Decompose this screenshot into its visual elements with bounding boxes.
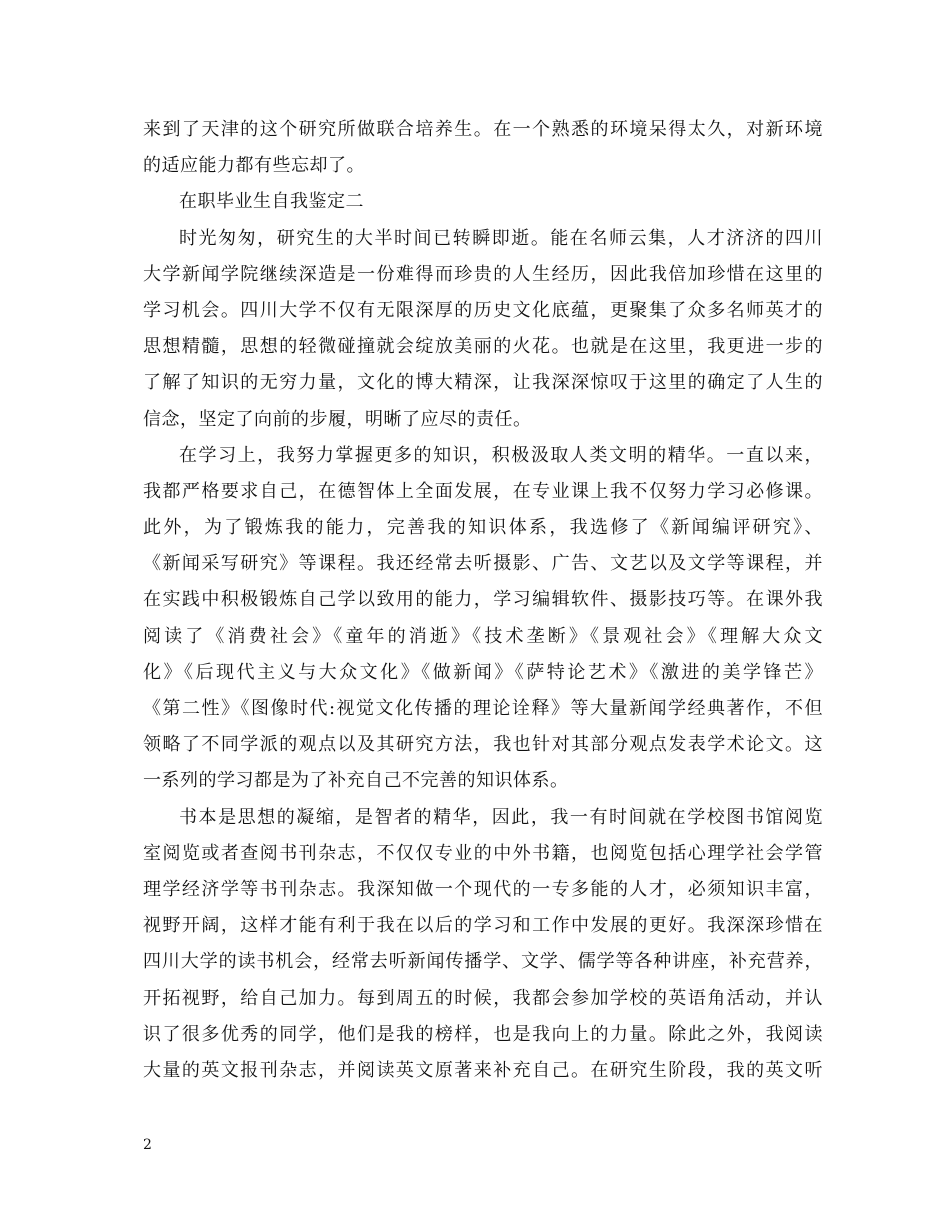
text-line: 《第二性》《图像时代:视觉文化传播的理论诠释》等大量新闻学经典著作，不但	[143, 698, 823, 719]
text-line: 书本是思想的凝缩，是智者的精华，因此，我一有时间就在学校图书馆阅览	[179, 806, 823, 828]
text-line: 时光匆匆，研究生的大半时间已转瞬即逝。能在名师云集，人才济济的四川	[179, 227, 823, 249]
text-line: 阅读了《消费社会》《童年的消逝》《技术垄断》《景观社会》《理解大众文	[143, 625, 823, 647]
text-line: 信念，坚定了向前的步履，明晰了应尽的责任。	[143, 408, 532, 430]
text-line: 的适应能力都有些忘却了。	[143, 155, 365, 177]
text-line: 四川大学的读书机会，经常去听新闻传播学、文学、儒学等各种讲座，补充营养，	[143, 951, 823, 973]
text-line: 思想精髓，思想的轻微碰撞就会绽放美丽的火花。也就是在这里，我更进一步的	[143, 336, 823, 358]
text-line: 识了很多优秀的同学，他们是我的榜样，也是我向上的力量。除此之外，我阅读	[143, 1023, 823, 1045]
text-line: 了解了知识的无穷力量，文化的博大精深，让我深深惊叹于这里的确定了人生的	[143, 372, 823, 394]
text-line: 室阅览或者查阅书刊杂志，不仅仅专业的中外书籍，也阅览包括心理学社会学管	[143, 842, 823, 864]
text-line: 开拓视野，给自己加力。每到周五的时候，我都会参加学校的英语角活动，并认	[143, 987, 823, 1009]
text-line: 理学经济学等书刊杂志。我深知做一个现代的一专多能的人才，必须知识丰富，	[143, 878, 823, 900]
text-line: 视野开阔，这样才能有利于我在以后的学习和工作中发展的更好。我深深珍惜在	[143, 915, 823, 937]
page-number: 2	[143, 1137, 152, 1153]
text-line: 领略了不同学派的观点以及其研究方法，我也针对其部分观点发表学术论文。这	[143, 734, 823, 756]
text-line: 学习机会。四川大学不仅有无限深厚的历史文化底蕴，更聚集了众多名师英才的	[143, 299, 823, 321]
text-line: 我都严格要求自己，在德智体上全面发展，在专业课上我不仅努力学习必修课。	[143, 480, 823, 502]
text-line: 在学习上，我努力掌握更多的知识，积极汲取人类文明的精华。一直以来，	[179, 444, 823, 466]
text-line: 一系列的学习都是为了补充自己不完善的知识体系。	[143, 770, 569, 792]
text-line: 《新闻采写研究》等课程。我还经常去听摄影、广告、文艺以及文学等课程，并	[143, 553, 823, 575]
body-text	[143, 112, 823, 1089]
text-line: 大量的英文报刊杂志，并阅读英文原著来补充自己。在研究生阶段，我的英文听	[143, 1059, 823, 1081]
section-heading: 在职毕业生自我鉴定二	[179, 191, 364, 213]
text-line: 化》《后现代主义与大众文化》《做新闻》《萨特论艺术》《激进的美学锋芒》	[143, 661, 823, 683]
text-line: 大学新闻学院继续深造是一份难得而珍贵的人生经历，因此我倍加珍惜在这里的	[143, 263, 823, 285]
text-line: 此外，为了锻炼我的能力，完善我的知识体系，我选修了《新闻编评研究》、	[143, 517, 823, 539]
text-line: 在实践中积极锻炼自己学以致用的能力，学习编辑软件、摄影技巧等。在课外我	[143, 589, 823, 611]
text-line: 来到了天津的这个研究所做联合培养生。在一个熟悉的环境呆得太久，对新环境	[143, 119, 823, 140]
